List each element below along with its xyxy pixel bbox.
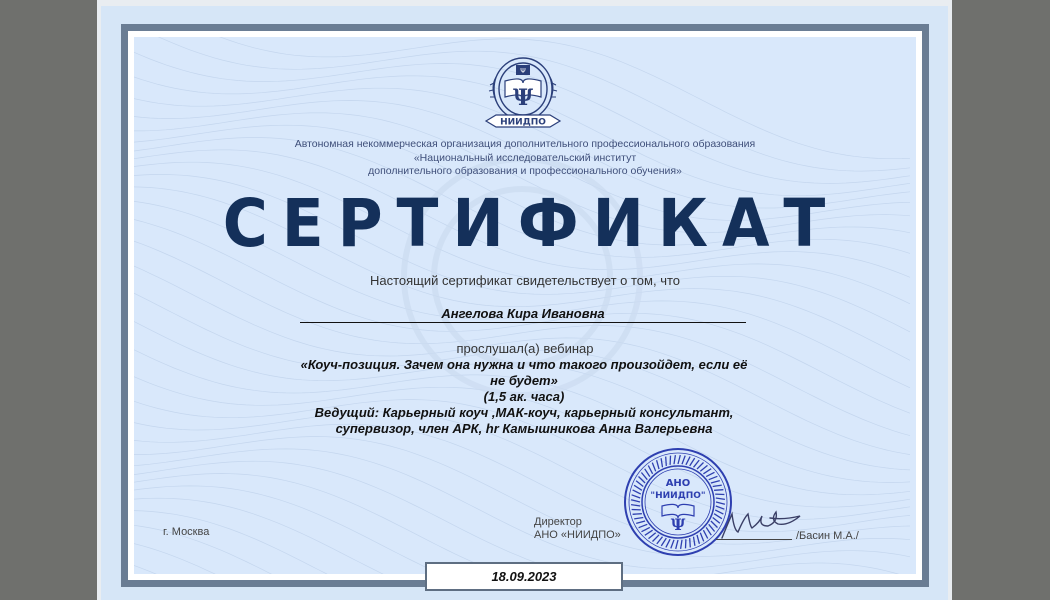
course-details: [262, 357, 786, 437]
certificate-title: СЕРТИФИКАТ: [222, 185, 840, 262]
director-title: Директор: [534, 516, 582, 528]
signature-line: [716, 539, 792, 540]
listened-text: прослушал(а) вебинар: [456, 341, 594, 356]
niidpo-logo: [478, 55, 568, 133]
director-name: /Басин М.А./: [796, 530, 859, 542]
director-organization: АНО «НИИДПО»: [534, 529, 621, 541]
course-title-line-1: «Коуч-позиция. Зачем она нужна и что такого произойдет, если её: [300, 357, 748, 372]
logo-text: НИИДПО: [500, 117, 546, 128]
director-signature: [716, 498, 806, 544]
organization-line-1: Автономная некоммерческая организация дополнительного профессионального образования: [294, 138, 756, 150]
course-hours: (1,5 ак. часа): [483, 389, 565, 404]
svg-text:Ψ: Ψ: [512, 85, 534, 111]
stamp-center-line-1: АНО: [665, 478, 691, 489]
course-host-line-2: супервизор, член АРК, hr Камышникова Анна Валерьевна: [335, 421, 713, 436]
organization-line-3: дополнительного образования и профессионального обучения»: [368, 165, 682, 177]
director-block: [534, 516, 621, 542]
organization-name: [250, 138, 800, 179]
certificate-subtitle: Настоящий сертификат свидетельствует о том, что: [369, 273, 681, 288]
issue-date: 18.09.2023: [425, 562, 623, 591]
organization-line-2: «Национальный исследовательский институт: [413, 151, 637, 164]
city-label: г. Москва: [163, 526, 210, 538]
svg-text:Ψ: Ψ: [520, 67, 526, 75]
recipient-underline: [300, 322, 746, 323]
stamp-center-line-2: "НИИДПО": [650, 491, 706, 501]
course-title-line-2: не будет»: [490, 373, 558, 388]
course-host-line-1: Ведущий: Карьерный коуч ,МАК-коуч, карьерный консультант,: [314, 405, 734, 420]
recipient-name: Ангелова Кира Ивановна: [441, 306, 605, 321]
svg-text:Ψ: Ψ: [670, 515, 686, 534]
